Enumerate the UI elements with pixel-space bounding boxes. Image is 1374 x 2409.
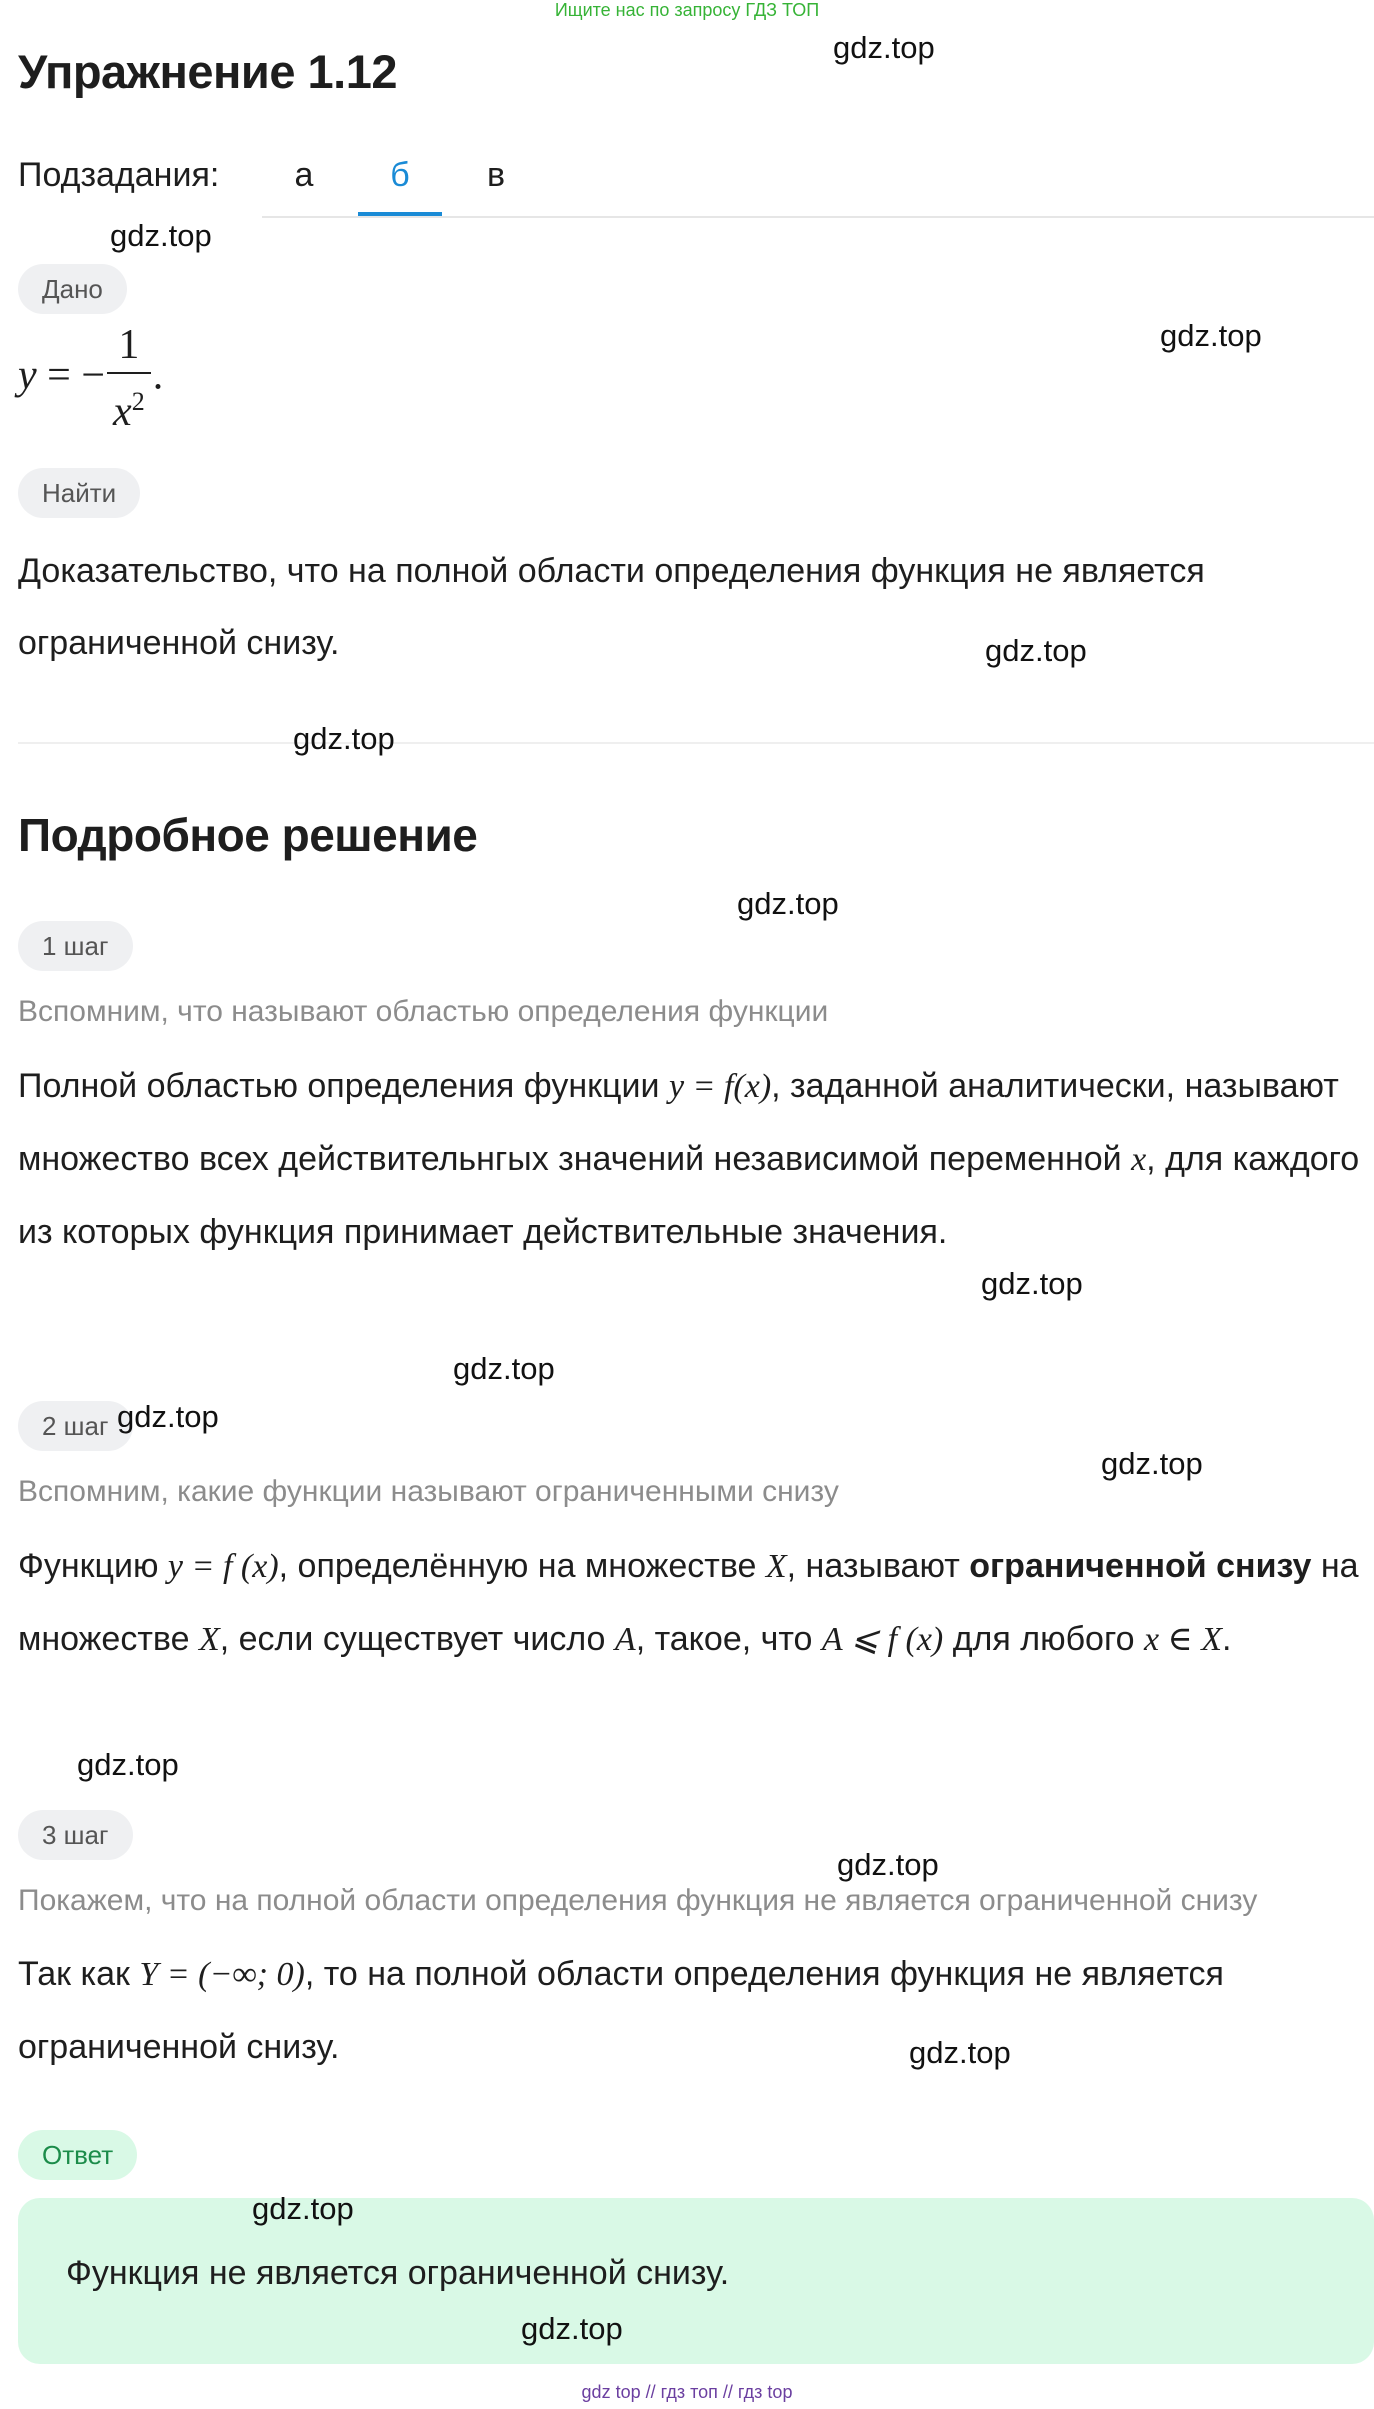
formula-end: . xyxy=(152,352,164,399)
find-badge: Найти xyxy=(18,468,140,518)
search-hint-banner: Ищите нас по запросу ГДЗ ТОП xyxy=(554,0,820,20)
section-divider xyxy=(18,742,1374,744)
answer-badge: Ответ xyxy=(18,2130,137,2180)
formula-lhs: y xyxy=(18,352,37,399)
watermark: gdz.top xyxy=(833,30,935,65)
fraction-numerator: 1 xyxy=(107,318,151,374)
watermark: gdz.top xyxy=(837,1847,939,1882)
step-2-hint: Вспомним, какие функции называют ограниченными снизу xyxy=(18,1475,839,1508)
find-text: Доказательство, что на полной области определения функция не является ограниченной снизу. xyxy=(18,552,1205,662)
step-3-text: Так как Y = (−∞; 0), то на полной области определения функция не является ограниченной снизу. xyxy=(18,1955,1224,2066)
bold-term: ограниченной снизу xyxy=(969,1547,1312,1585)
formula-fraction xyxy=(107,318,151,440)
watermark: gdz.top xyxy=(737,886,839,921)
fraction-exponent: 2 xyxy=(131,387,145,416)
tab-a[interactable]: а xyxy=(294,156,314,194)
formula-eq: = − xyxy=(47,352,106,399)
given-badge: Дано xyxy=(18,264,127,314)
solution-heading: Подробное решение xyxy=(18,809,478,861)
step-1-hint: Вспомним, что называют областью определения функции xyxy=(18,995,829,1028)
subtask-tabs xyxy=(262,140,1374,218)
fraction-denominator: $x^2$ xyxy=(113,387,145,435)
step-1-badge: 1 шаг xyxy=(18,921,133,971)
footer-links: gdz top // гдз топ // гдз top xyxy=(581,2382,793,2402)
watermark: gdz.top xyxy=(117,1399,219,1434)
watermark: gdz.top xyxy=(293,721,395,756)
math-y-fx: y = f(x) xyxy=(668,1068,772,1105)
watermark: gdz.top xyxy=(521,2311,623,2346)
watermark: gdz.top xyxy=(77,1747,179,1782)
step-3-badge: 3 шаг xyxy=(18,1810,133,1860)
watermark: gdz.top xyxy=(453,1351,555,1386)
step-2-text: Функцию y = f (x), определённую на множестве X, называют ограниченной снизу на множестве X, если существует число A, такое, что A ⩽ f (x) для любого x ∈ X. xyxy=(18,1547,1359,1658)
page-title: Упражнение 1.12 xyxy=(18,45,397,98)
tab-v[interactable]: в xyxy=(486,156,506,194)
answer-text: Функция не является ограниченной снизу. xyxy=(66,2254,730,2292)
subtasks-label: Подзадания: xyxy=(18,156,220,194)
watermark: gdz.top xyxy=(252,2191,354,2226)
watermark: gdz.top xyxy=(981,1266,1083,1301)
watermark: gdz.top xyxy=(1101,1446,1203,1481)
tab-b[interactable]: б xyxy=(358,140,442,216)
answer-box xyxy=(18,2198,1374,2364)
step-3-hint: Покажем, что на полной области определения функция не является ограниченной снизу xyxy=(18,1884,1258,1917)
step-2-badge: 2 шаг xyxy=(18,1401,133,1451)
watermark: gdz.top xyxy=(1160,318,1262,353)
given-formula xyxy=(18,318,163,440)
watermark: gdz.top xyxy=(110,218,212,253)
watermark: gdz.top xyxy=(985,633,1087,668)
step-1-text: Полной областью определения функции y = f(x), заданной аналитически, называют множество всех действительнгых значений независимой переменной x, для каждого из которых функция принимает действительные значения. xyxy=(18,1067,1360,1251)
math-x: x xyxy=(1131,1141,1147,1178)
watermark: gdz.top xyxy=(909,2035,1011,2070)
